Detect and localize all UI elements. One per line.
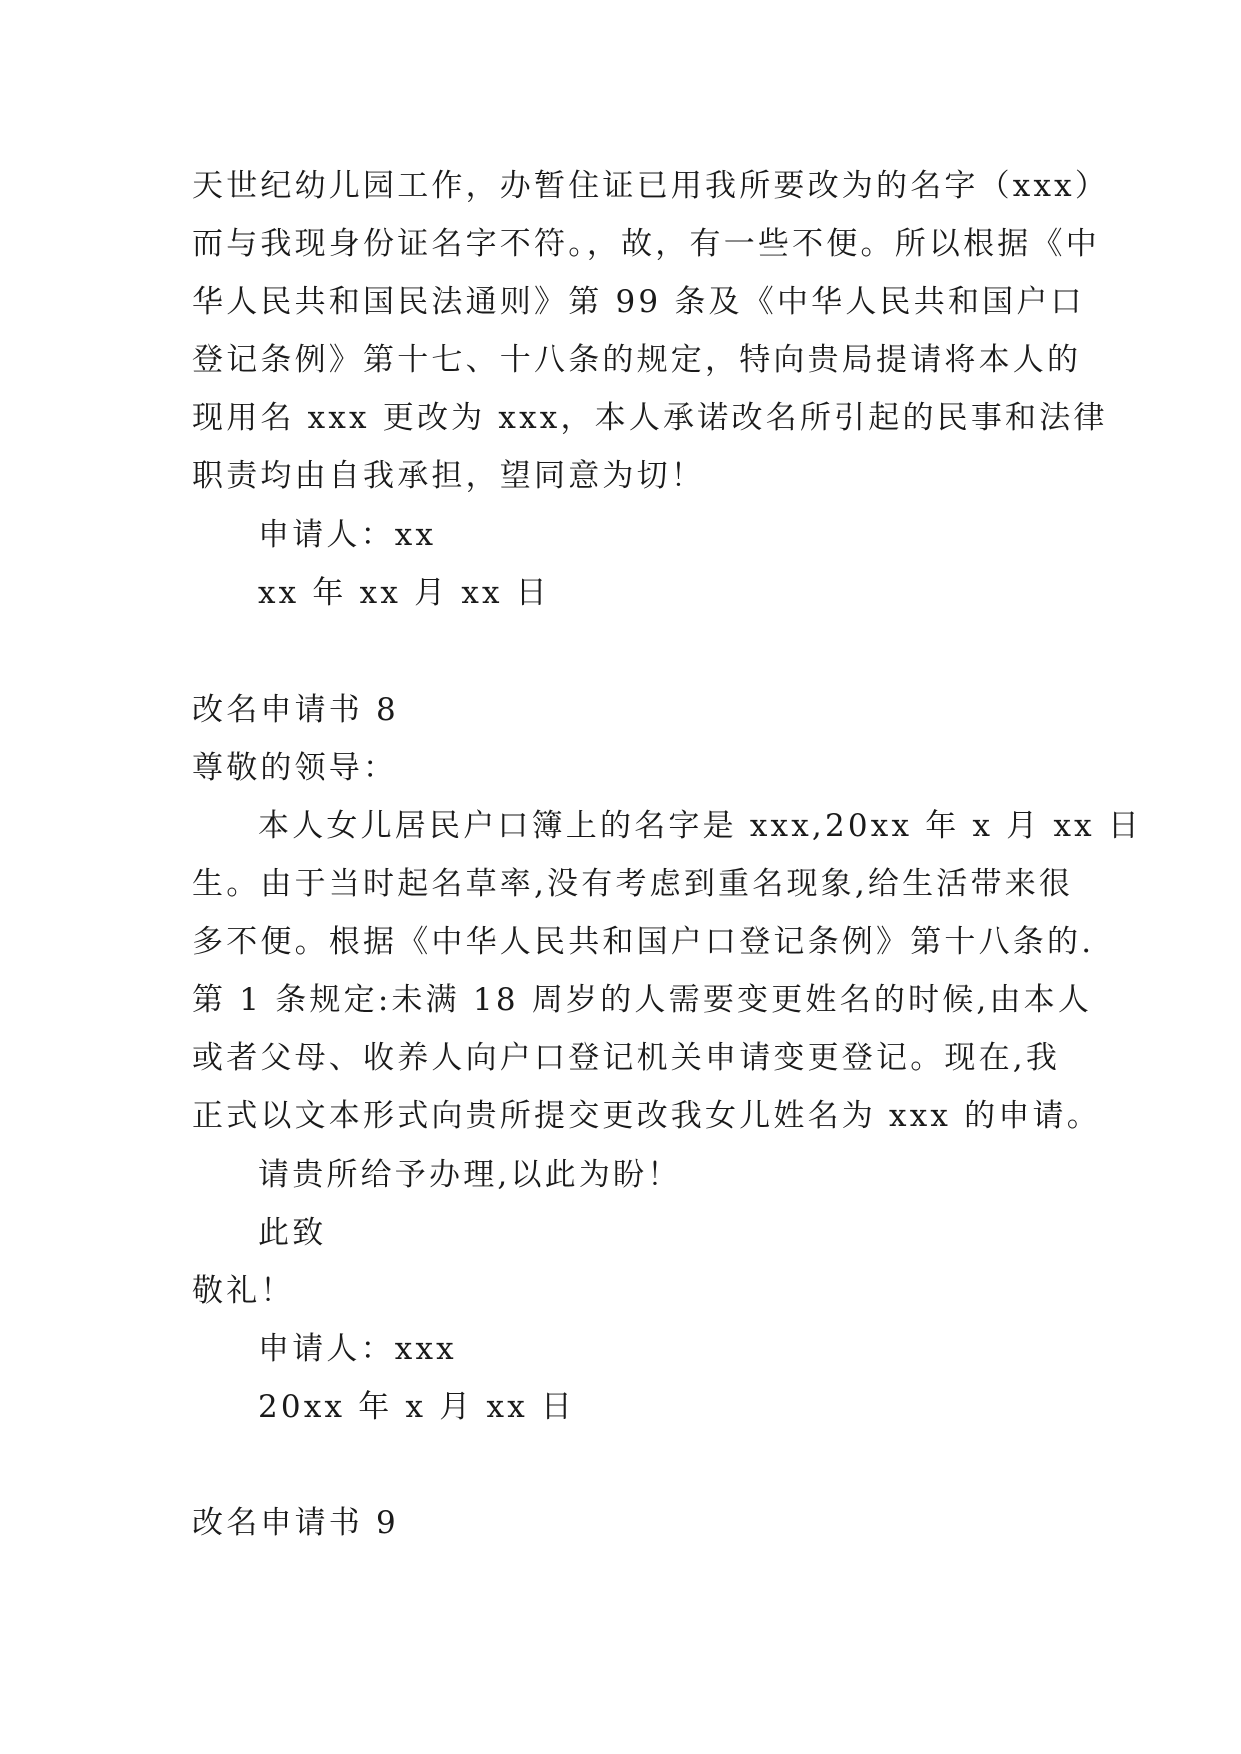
paragraph-line: 而与我现身份证名字不符。，故，有一些不便。所以根据《中 bbox=[192, 226, 1100, 262]
closing-line: 敬礼！ bbox=[192, 1273, 295, 1309]
paragraph-line: 多不便。根据《中华人民共和国户口登记条例》第十八条的. bbox=[192, 924, 1095, 960]
salutation: 尊敬的领导： bbox=[192, 750, 398, 786]
section-heading: 改名申请书 8 bbox=[192, 692, 399, 728]
applicant-line: 申请人：xxx bbox=[258, 1331, 457, 1367]
paragraph-line: 天世纪幼儿园工作，办暂住证已用我所要改为的名字（xxx） bbox=[192, 168, 1110, 204]
paragraph-line: 华人民共和国民法通则》第 99 条及《中华人民共和国户口 bbox=[192, 284, 1085, 320]
paragraph-line: 或者父母、收养人向户口登记机关申请变更登记。现在,我 bbox=[192, 1040, 1061, 1076]
paragraph-line: 本人女儿居民户口簿上的名字是 xxx,20xx 年 x 月 xx 日 bbox=[258, 808, 1143, 844]
paragraph-line: 生。由于当时起名草率,没有考虑到重名现象,给生活带来很 bbox=[192, 866, 1074, 902]
section-heading: 改名申请书 9 bbox=[192, 1505, 399, 1541]
date-line: 20xx 年 x 月 xx 日 bbox=[258, 1389, 576, 1425]
paragraph-line: 现用名 xxx 更改为 xxx，本人承诺改名所引起的民事和法律 bbox=[192, 400, 1108, 436]
applicant-line: 申请人：xx bbox=[258, 517, 437, 553]
request-line: 请贵所给予办理,以此为盼！ bbox=[258, 1157, 682, 1193]
paragraph-line: 登记条例》第十七、十八条的规定，特向贵局提请将本人的 bbox=[192, 342, 1082, 378]
paragraph-line: 第 1 条规定:未满 18 周岁的人需要变更姓名的时候,由本人 bbox=[192, 982, 1093, 1018]
paragraph-line: 正式以文本形式向贵所提交更改我女儿姓名为 xxx 的申请。 bbox=[192, 1098, 1101, 1134]
closing-line: 此致 bbox=[258, 1215, 327, 1251]
paragraph-line: 职责均由自我承担，望同意为切！ bbox=[192, 458, 705, 494]
date-line: xx 年 xx 月 xx 日 bbox=[258, 575, 550, 611]
